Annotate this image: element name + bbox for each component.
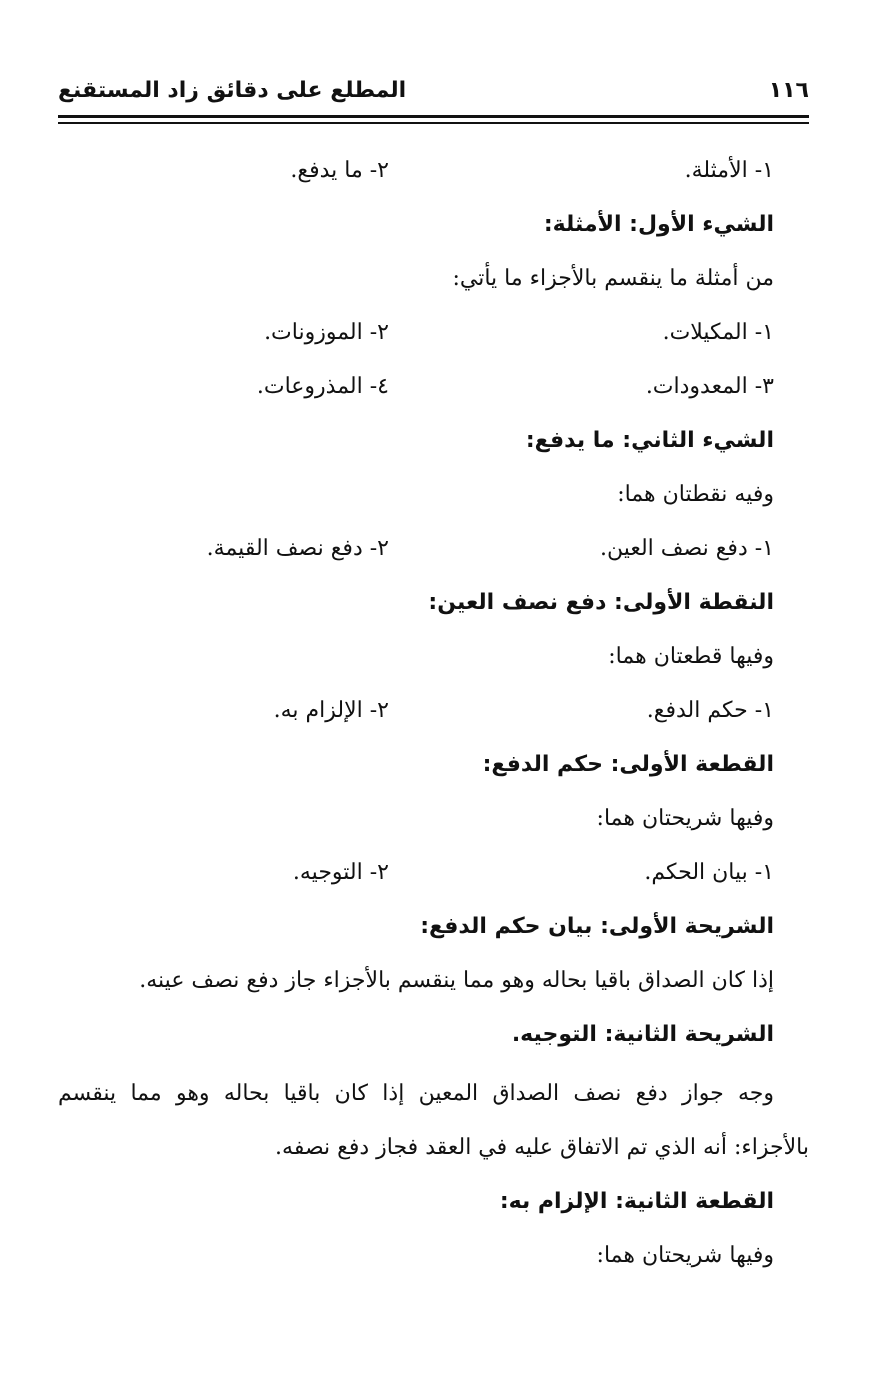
list-item: ٢- الإلزام به. (273, 698, 389, 723)
list-line (58, 860, 774, 904)
list-line (58, 536, 774, 580)
section-heading: القطعة الأولى: حكم الدفع: (482, 752, 774, 777)
header-rule-thick (58, 115, 809, 118)
list-item: ٢- ما يدفع. (290, 158, 389, 183)
body-line-justified: وجه جواز دفع نصف الصداق المعين إذا كان باقيا بحاله وهو مما ينقسم (58, 1081, 774, 1106)
header-rule-thin (58, 122, 809, 124)
list-item: ٢- دفع نصف القيمة. (206, 536, 389, 561)
list-item: ١- دفع نصف العين. (599, 536, 774, 561)
body-line: وفيها قطعتان هما: (608, 644, 774, 669)
body-line: وفيها شريحتان هما: (596, 806, 774, 831)
list-item: ١- المكيلات. (662, 320, 774, 345)
section-heading: الشيء الأول: الأمثلة: (543, 212, 774, 237)
list-item: ٢- التوجيه. (292, 860, 389, 885)
list-item: ٣- المعدودات. (645, 374, 774, 399)
body-line: إذا كان الصداق باقيا بحاله وهو مما ينقسم بالأجزاء جاز دفع نصف عينه. (139, 968, 774, 993)
body-line: وفيها شريحتان هما: (596, 1243, 774, 1268)
list-item: ٢- الموزونات. (264, 320, 389, 345)
section-heading: الشريحة الثانية: التوجيه. (511, 1022, 774, 1047)
list-line (58, 374, 774, 418)
list-item: ١- بيان الحكم. (644, 860, 774, 885)
section-heading: النقطة الأولى: دفع نصف العين: (428, 590, 774, 615)
running-header (58, 78, 809, 114)
list-line (58, 698, 774, 742)
section-heading: الشريحة الأولى: بيان حكم الدفع: (420, 914, 774, 939)
page-number: ١١٦ (768, 78, 809, 103)
list-line (58, 320, 774, 364)
body-line: من أمثلة ما ينقسم بالأجزاء ما يأتي: (452, 266, 774, 291)
list-line (58, 158, 774, 202)
list-item: ١- حكم الدفع. (646, 698, 774, 723)
body-line: وفيه نقطتان هما: (617, 482, 774, 507)
section-heading: الشيء الثاني: ما يدفع: (525, 428, 774, 453)
list-item: ١- الأمثلة. (684, 158, 774, 183)
section-heading: القطعة الثانية: الإلزام به: (499, 1189, 774, 1214)
list-item: ٤- المذروعات. (256, 374, 389, 399)
book-title: المطلع على دقائق زاد المستقنع (58, 78, 407, 103)
body-line: بالأجزاء: أنه الذي تم الاتفاق عليه في العقد فجاز دفع نصفه. (275, 1135, 809, 1160)
